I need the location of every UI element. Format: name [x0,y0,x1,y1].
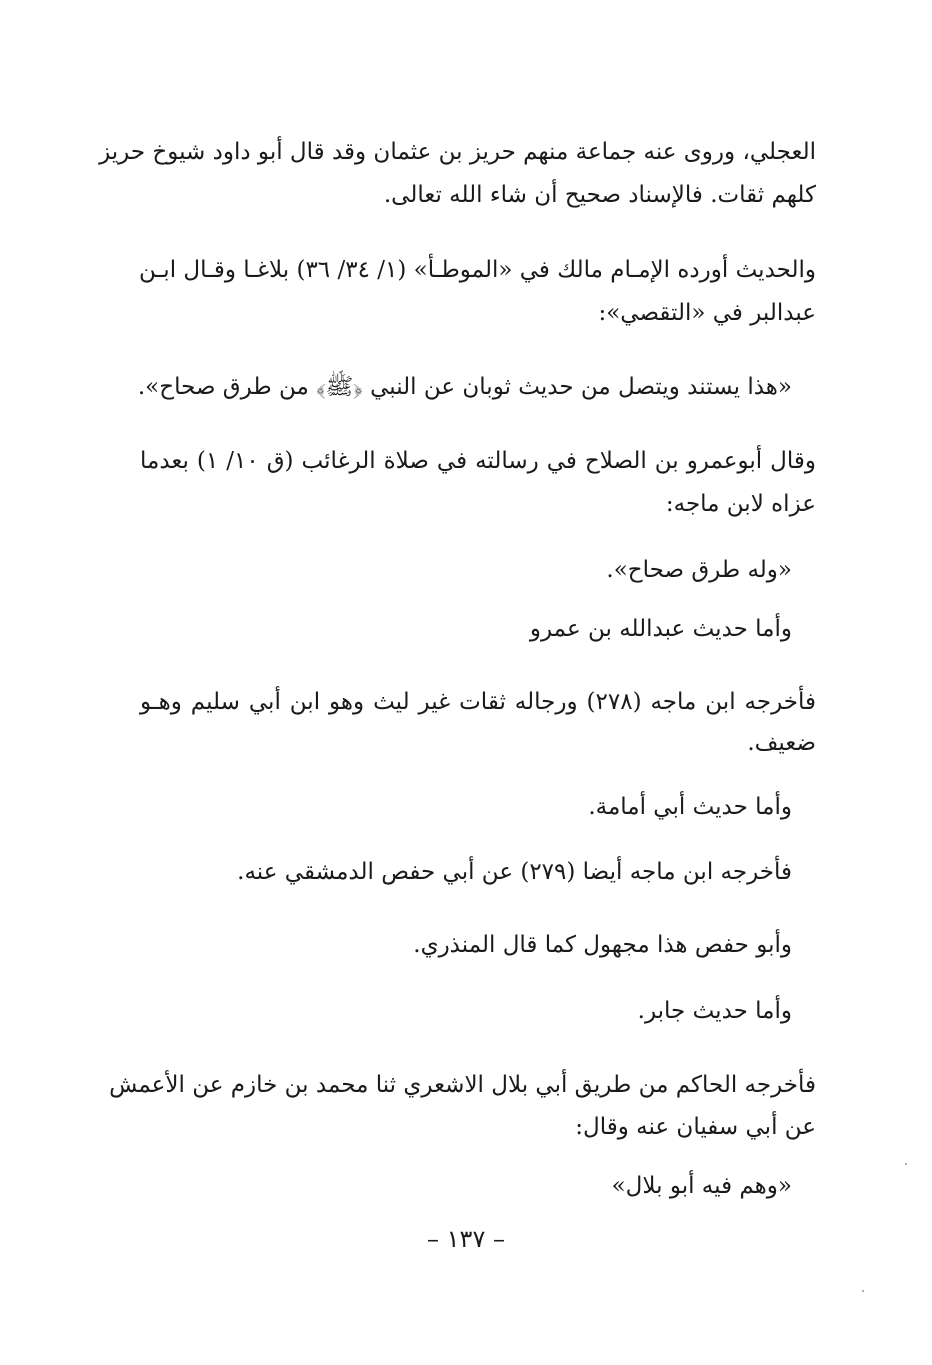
quote-line: «هذا يستند ويتصل من حديث ثوبان عن النبي ﴿ﷺ﴾ من طرق صحاح». [137,374,792,400]
quote-line: «وله طرق صحاح». [606,557,792,583]
text-line: فأخرجه الحاكم من طريق أبي بلال الاشعري ثنا محمد بن خازم عن الأعمش [109,1072,816,1098]
text-line: وأبو حفص هذا مجهول كما قال المنذري. [413,932,792,958]
text-line: العجلي، وروى عنه جماعة منهم حريز بن عثمان وقد قال أبو داود شيوخ حريز [99,139,816,165]
text-line: فأخرجه ابن ماجه أيضا (٢٧٩) عن أبي حفص الدمشقي عنه. [237,859,792,885]
section-heading: وأما حديث أبي أمامة. [588,794,792,820]
text-line: كلهم ثقات. فالإسناد صحيح أن شاء الله تعالى. [383,182,816,208]
text-line: عبدالبر في «التقصي»: [598,300,816,326]
quote-line: «وهم فيه أبو بلال» [611,1173,792,1199]
text-line: فأخرجه ابن ماجه (٢٧٨) ورجاله ثقات غير ليث وهو ابن أبي سليم وهـو [140,689,816,715]
text-line: عن أبي سفيان عنه وقال: [575,1114,816,1140]
section-heading: وأما حديث جابر. [637,998,792,1024]
text-line: عزاه لابن ماجه: [665,491,816,517]
scan-speck [905,1163,907,1165]
text-line: والحديث أورده الإمـام مالك في «الموطـأ» (١/ ٣٤/ ٣٦) بلاغـا وقـال ابـن [139,257,816,283]
scan-speck [862,1290,864,1292]
text-line: وقال أبوعمرو بن الصلاح في رسالته في صلاة الرغائب (ق ١٠/ ١) بعدما [140,448,816,474]
page-number: – ١٣٧ – [427,1225,505,1253]
text-line: ضعيف. [747,730,816,756]
section-heading: وأما حديث عبدالله بن عمرو [529,616,792,642]
